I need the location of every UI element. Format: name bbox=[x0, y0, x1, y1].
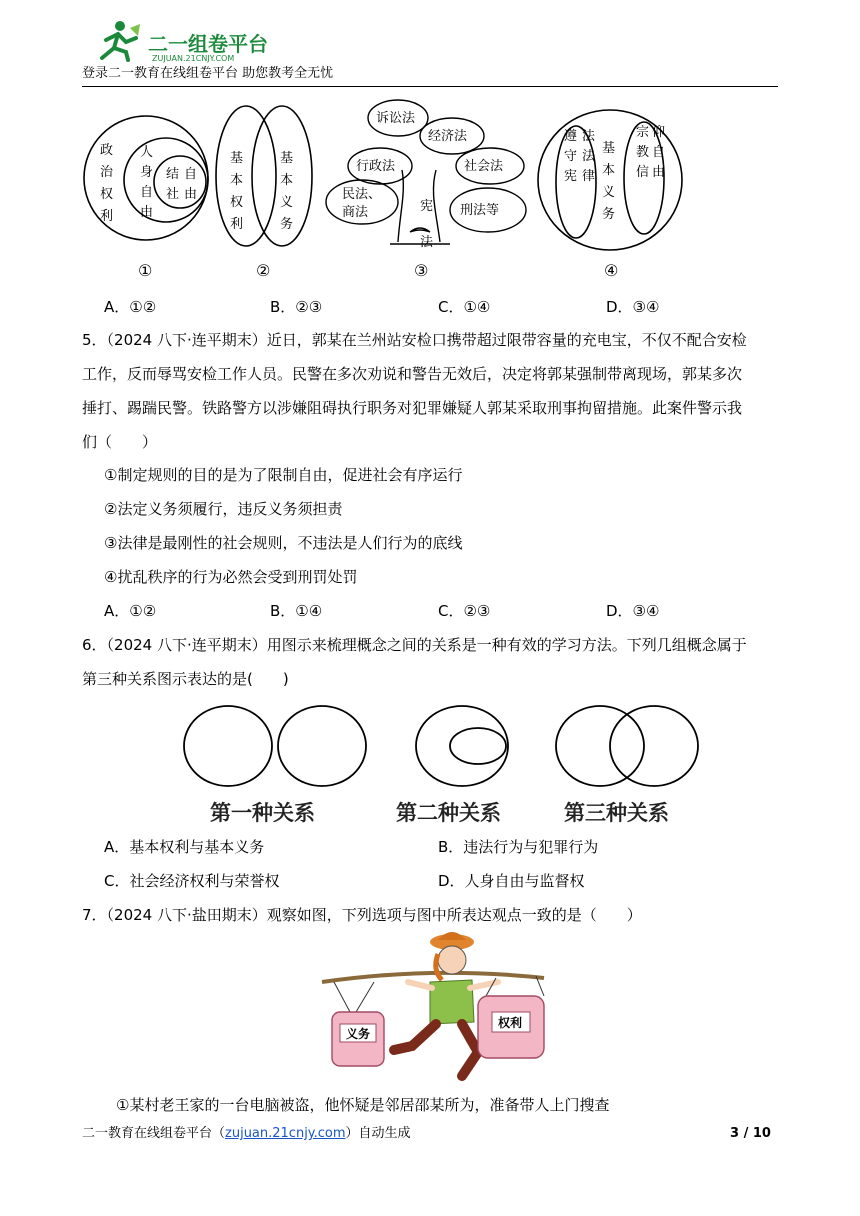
fig2-left-label: 基本权利 bbox=[230, 151, 244, 232]
q5-stem-line-3: 捶打、踢踹民警。铁路警方以涉嫌阻碍执行职务对犯罪嫌疑人郭某采取刑事拘留措施。此案件警示我 bbox=[82, 399, 743, 417]
rel1-circle-b bbox=[278, 706, 366, 786]
q5-stem-line-2: 工作，反而辱骂安检工作人员。民警在多次劝说和警告无效后，决定将郭某强制带离现场，郭某多次 bbox=[82, 365, 743, 383]
q5-stem-line-4: 们（ ） bbox=[82, 433, 158, 451]
fig2-text bbox=[230, 151, 293, 232]
q5-option-d[interactable]: D．③④ bbox=[606, 602, 660, 620]
footer-link[interactable]: zujuan.21cnjy.com bbox=[225, 1126, 346, 1141]
q4-option-d[interactable]: D．③④ bbox=[606, 298, 660, 316]
q6-stem-line-1: 6．（2024 八下·连平期末）用图示来梳理概念之间的关系是一种有效的学习方法。下列几组概念属于 bbox=[82, 636, 747, 654]
q5-item-2: ②法定义务须履行，违反义务须担责 bbox=[104, 500, 343, 518]
q6-option-d[interactable]: D．人身自由与监督权 bbox=[438, 872, 585, 890]
fig1-text bbox=[100, 143, 197, 224]
right-label: 权利 bbox=[498, 1016, 523, 1030]
fig3-leaf-1: 诉讼法 bbox=[376, 111, 416, 126]
fig1-inner-label: 结社自由 bbox=[166, 167, 198, 202]
fig4-right-col-1: 宗教信 bbox=[636, 125, 650, 180]
fig3-leaf-5a: 民法、 bbox=[342, 187, 382, 202]
duty-basket bbox=[332, 982, 384, 1066]
fig1-outer-label: 政治权利 bbox=[100, 143, 114, 224]
q7-item-1: ①某村老王家的一台电脑被盗，他怀疑是邻居邵某所为，准备带人上门搜查 bbox=[116, 1096, 610, 1114]
footer-source bbox=[82, 1125, 411, 1143]
fig3-leaf-5b: 商法 bbox=[342, 205, 369, 220]
q4-option-a[interactable]: A．①② bbox=[104, 298, 157, 316]
q6-relation-diagrams bbox=[180, 700, 720, 830]
duty-label: 义务 bbox=[346, 1027, 371, 1041]
fig4-middle-label: 基本义务 bbox=[602, 141, 616, 222]
rel2-outer-circle bbox=[416, 706, 508, 786]
fig2-number: ② bbox=[256, 261, 271, 280]
q7-cartoon bbox=[312, 926, 552, 1086]
fig1-number: ① bbox=[138, 261, 153, 280]
q5-option-b[interactable]: B．①④ bbox=[270, 602, 323, 620]
q4-option-c[interactable]: C．①④ bbox=[438, 298, 491, 316]
fig3-leaf-2: 经济法 bbox=[428, 129, 468, 144]
q5-stem-line-1: 5．（2024 八下·连平期末）近日，郭某在兰州站安检口携带超过限带容量的充电宝，不仅不配合安检 bbox=[82, 331, 747, 349]
q7-stem: 7．（2024 八下·盐田期末）观察如图，下列选项与图中所表达观点一致的是（ ） bbox=[82, 906, 642, 924]
rel2-inner-ellipse bbox=[450, 728, 506, 764]
fig3-leaf-6: 刑法等 bbox=[460, 203, 500, 218]
logo-domain: ZUJUAN.21CNJY.COM bbox=[152, 54, 235, 63]
runner-icon bbox=[92, 18, 144, 62]
fig2-right-label: 基本义务 bbox=[280, 151, 294, 232]
fig3-leaf-3: 行政法 bbox=[356, 159, 396, 174]
fig4-text bbox=[564, 125, 665, 222]
q5-item-4: ④扰乱秩序的行为必然会受到刑罚处罚 bbox=[104, 568, 358, 586]
q6-option-b[interactable]: B．违法行为与犯罪行为 bbox=[438, 838, 599, 856]
q4-figure bbox=[80, 92, 780, 282]
q4-option-b[interactable]: B．②③ bbox=[270, 298, 323, 316]
q6-stem-line-2: 第三种关系图示表达的是( ) bbox=[82, 670, 289, 688]
fig4-right-col-2: 仰自由 bbox=[652, 125, 666, 180]
rel3-circle-a bbox=[556, 706, 644, 786]
fig3-trunk-b: 法 bbox=[420, 235, 434, 250]
q5-option-a[interactable]: A．①② bbox=[104, 602, 157, 620]
fig4-left-col-1: 遵守宪 bbox=[564, 129, 578, 184]
rel2-label: 第二种关系 bbox=[396, 801, 501, 825]
rel3-circle-b bbox=[610, 706, 698, 786]
q6-option-c[interactable]: C．社会经济权利与荣誉权 bbox=[104, 872, 280, 890]
fig4-left-col-2: 法法律 bbox=[582, 129, 596, 184]
header-logo bbox=[92, 18, 282, 64]
q6-option-a[interactable]: A．基本权利与基本义务 bbox=[104, 838, 265, 856]
logo-name: 二一组卷平台 bbox=[148, 32, 268, 56]
fig3-leaf-4: 社会法 bbox=[464, 159, 504, 174]
fig3-number: ③ bbox=[414, 261, 429, 280]
q5-item-1: ①制定规则的目的是为了限制自由，促进社会有序运行 bbox=[104, 466, 463, 484]
rel1-circle-a bbox=[184, 706, 272, 786]
rel1-label: 第一种关系 bbox=[210, 801, 315, 825]
fig4-number: ④ bbox=[604, 261, 619, 280]
right-basket bbox=[478, 976, 544, 1058]
page-number: 3 / 10 bbox=[730, 1126, 771, 1141]
header-divider bbox=[82, 86, 778, 87]
fig3-trunk-a: 宪 bbox=[420, 199, 434, 214]
fig1-middle-label: 人身自由 bbox=[140, 145, 154, 220]
rel3-label: 第三种关系 bbox=[564, 801, 669, 825]
q5-option-c[interactable]: C．②③ bbox=[438, 602, 491, 620]
footer-suffix: ）自动生成 bbox=[345, 1126, 411, 1141]
q5-item-3: ③法律是最刚性的社会规则，不违法是人们行为的底线 bbox=[104, 534, 463, 552]
footer-prefix: 二一教育在线组卷平台（ bbox=[82, 1126, 226, 1141]
header-slogan: 登录二一教育在线组卷平台 助您教考全无忧 bbox=[82, 66, 334, 81]
